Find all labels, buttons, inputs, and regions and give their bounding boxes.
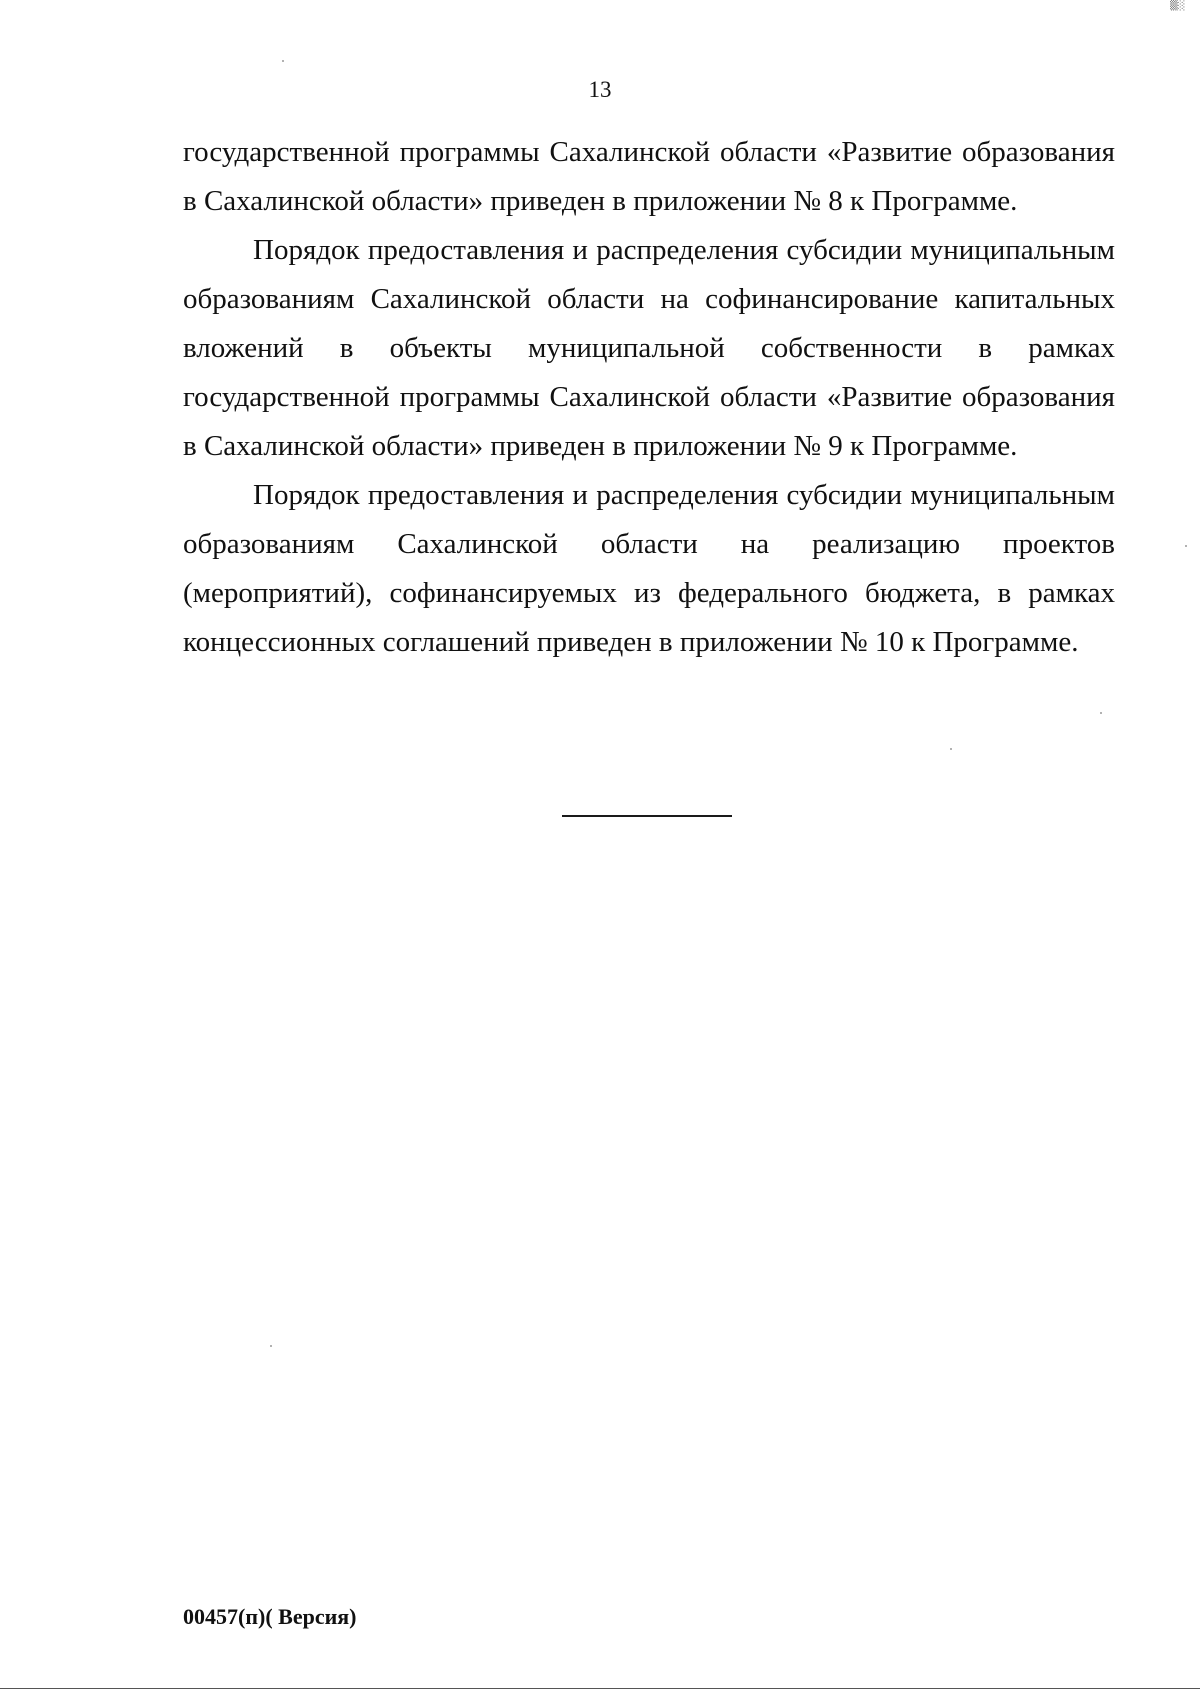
scan-speck: [950, 748, 952, 750]
document-version-code: 00457(п)( Версия): [183, 1604, 357, 1629]
scan-speck: [270, 1345, 272, 1347]
page-number: 13: [588, 77, 612, 102]
scan-speck: [1100, 712, 1102, 714]
scan-bottom-edge: [0, 1688, 1200, 1689]
end-of-text-separator: [562, 815, 732, 817]
paragraph-continuation: государственной программы Сахалинской области «Развитие образования в Сахалинской области» приведен в приложении № 8 к Программе.: [183, 136, 1115, 217]
scan-speck: [1185, 545, 1187, 547]
document-body: [183, 128, 1115, 667]
paragraph-subsidy-concession-agreements: Порядок предоставления и распределения субсидии муниципальным образованиям Сахалинской области на реализацию проектов (мероприятий), софинансируемых из федерального бюджета, в рамках концессионных соглашений приведен в приложении № 10 к Программе.: [183, 479, 1115, 658]
scan-speck: [282, 60, 284, 62]
paragraph-subsidy-capital-investments: Порядок предоставления и распределения субсидии муниципальным образованиям Сахалинской области на софинансирование капитальных вложений в объекты муниципальной собственности в рамках государственной программы Сахалинской области «Развитие образования в Сахалинской области» приведен в приложении № 9 к Программе.: [183, 234, 1115, 462]
scan-corner-mark: ▒░: [1170, 0, 1186, 11]
